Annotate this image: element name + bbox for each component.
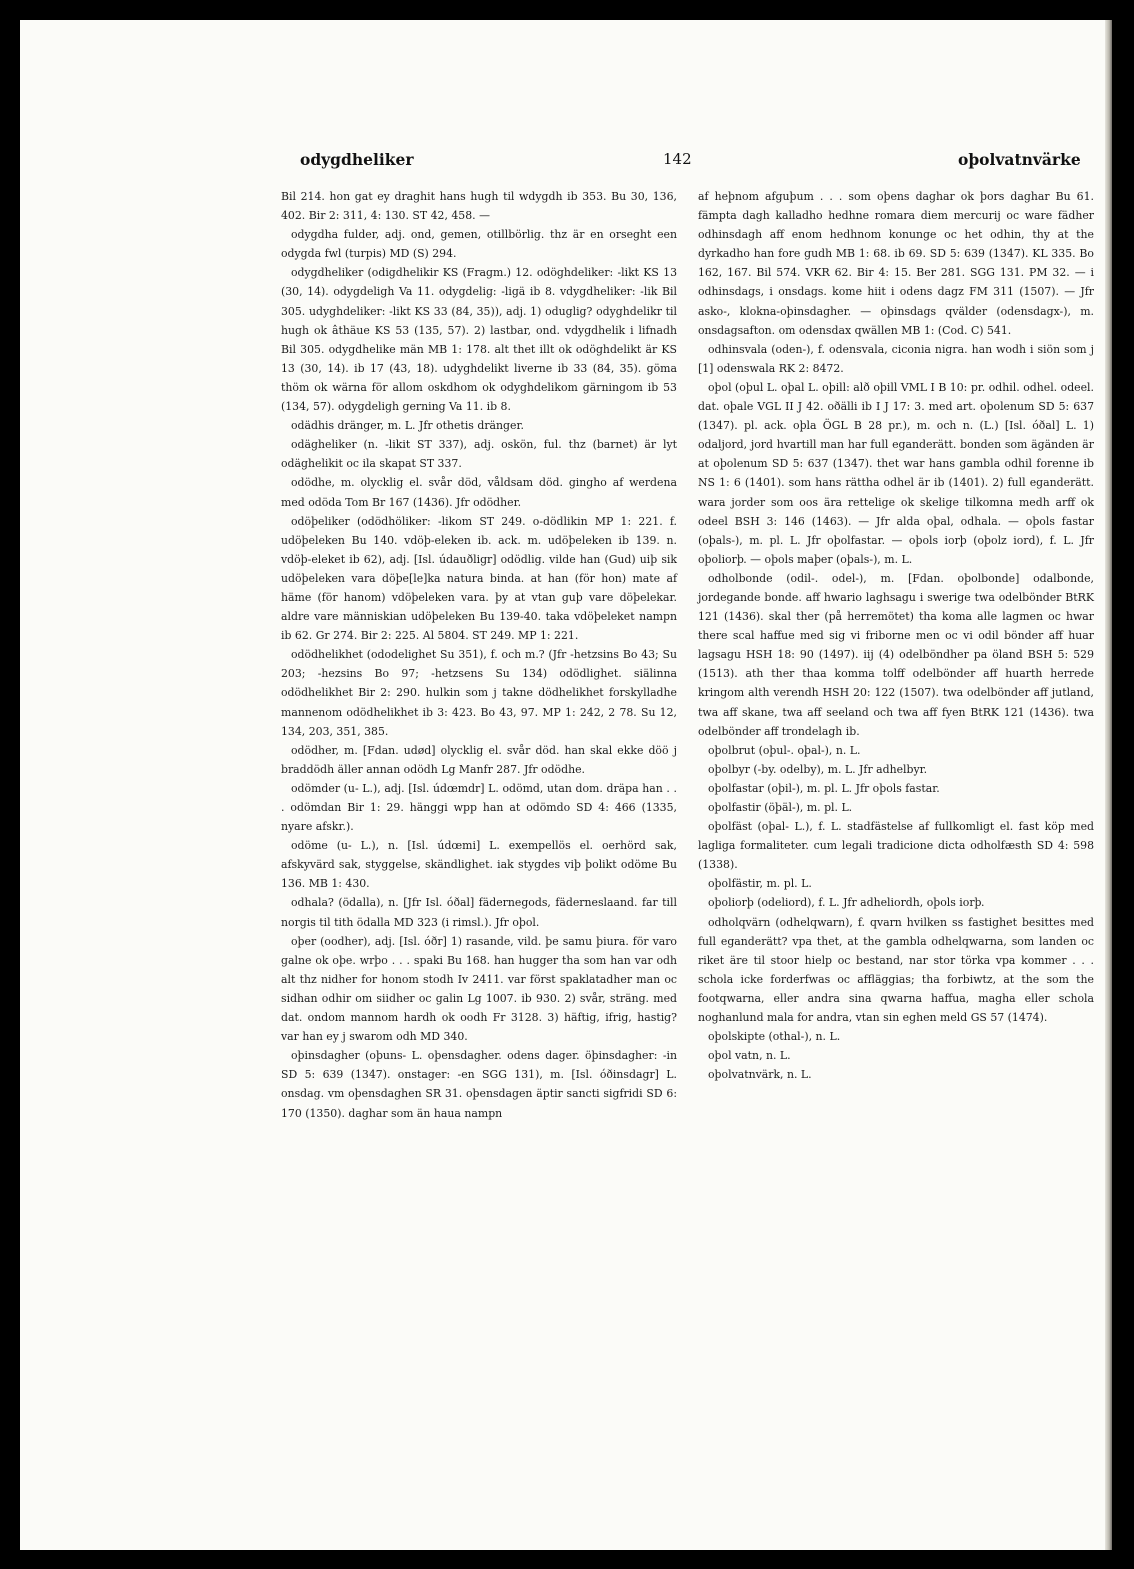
entry-paragraph: oþolfästir, m. pl. L. xyxy=(708,877,812,891)
entry-paragraph: oþolfastar (oþil-), m. pl. L. Jfr oþols fastar. xyxy=(708,781,940,795)
entry-paragraph: odägheliker (n. -likit ST 337), adj. oskön, ful. thz (barnet) är lyt odäghelikit oc ila skapat ST 337. xyxy=(281,438,677,471)
book-spine-edge xyxy=(1105,20,1112,1550)
entry-paragraph: oþolskipte (othal-), n. L. xyxy=(708,1030,841,1044)
entry-paragraph: odöme (u- L.), n. [Isl. údœmi] L. exempellös el. oerhörd sak, afskyvärd sak, styggelse, skändlighet. iak stygdes viþ þolikt odöme Bu 136. MB 1: 430. xyxy=(281,839,677,891)
entry-paragraph: oþolvatnvärk, n. L. xyxy=(708,1068,812,1082)
entry-paragraph: odödhe, m. olycklig el. svår död, våldsam död. gingho af werdena med odöda Tom Br 167 (1436). Jfr odödher. xyxy=(281,476,677,509)
entry-paragraph: oþolbrut (oþul-. oþal-), n. L. xyxy=(708,743,861,757)
entry-paragraph: odödhelikhet (ododelighet Su 351), f. och m.? (Jfr -hetzsins Bo 43; Su 203; -hezsins Bo 97; -hetzsens Su 134) odödlighet. siälinna odödhelikhet Bir 2: 290. hulkin som j takne dödhelikhet forskylladhe mannenom odödhelikhet ib 3: 423. Bo 43, 97. MP 1: 242, 2 78. Su 12, 134, 203, 351, 385. xyxy=(281,648,677,738)
entry-paragraph: oþolfäst (oþal- L.), f. L. stadfästelse af fullkomligt el. fast köp med lagliga formaliteter. cum legali tradicione dicta odholfæsth SD 4: 598 (1338). xyxy=(698,820,1094,872)
entry-paragraph: odhinsvala (oden-), f. odensvala, ciconia nigra. han wodh i siön som j [1] odenswala RK 2: 8472. xyxy=(698,342,1094,375)
entry-paragraph: odholqvärn (odhelqwarn), f. qvarn hvilken ss fastighet besittes med full eganderätt? vpa thet, at the gambla odhelqwarna, som landen oc riket äre til stoor hielp oc bestand, nar stor törka vpa kommer . . . schola icke forderfwas oc affläggias; tha forbiwtz, at the som the footqwarna, eller andra sina qwarna haffua, magha eller schola noghanlund mala for andra, vtan sin eghen meld GS 57 (1474). xyxy=(698,915,1094,1025)
left-column xyxy=(281,187,677,1123)
right-column xyxy=(698,187,1094,1084)
entry-paragraph: odygdha fulder, adj. ond, gemen, otillbörlig. thz är en orseght een odygda fwl (turpis) MD (S) 294. xyxy=(281,228,677,261)
left-running-head: odygdheliker xyxy=(300,150,414,169)
entry-paragraph: oþolbyr (-by. odelby), m. L. Jfr adhelbyr. xyxy=(708,762,928,776)
entry-paragraph: odädhis dränger, m. L. Jfr othetis dränger. xyxy=(291,419,524,433)
entry-paragraph: odöþeliker (odödhöliker: -likom ST 249. o-dödlikin MP 1: 221. f. udöþeleken Bu 140. vdöþ-eleken ib. ack. m. udöþeleken ib 139. n. vdöþ-eleket ib 62), adj. [Isl. údauðligr] odödlig. vilde han (Gud) uiþ sik udöþeleken vara döþe[le]ka natura binda. at han (för hon) mate af häme (för hanom) vdöþeleken vara. þy at vtan guþ vare döþelekar. aldre vare människian udöþeleken Bu 139-40. taka vdöþeleket nampn ib 62. Gr 274. Bir 2: 225. Al 5804. ST 249. MP 1: 221. xyxy=(281,514,677,643)
entry-paragraph: odömder (u- L.), adj. [Isl. údœmdr] L. odömd, utan dom. dräpa han . . . odömdan Bir 1: 29. hänggi wpp han at odömdo SD 4: 466 (1335, nyare afskr.). xyxy=(281,781,677,834)
entry-paragraph: odygdheliker (odigdhelikir KS (Fragm.) 12. odöghdeliker: -likt KS 13 (30, 14). odygdeligh Va 11. odygdelig: -ligä ib 8. vdygdheliker: -lik Bil 305. udyghdeliker: -likt KS 33 (84, 35)), adj. 1) oduglig? odyghdelikr til hugh ok âthäue KS 53 (135, 57). 2) lastbar, ond. vdygdhelik i lifnadh Bil 305. odygdhelike män MB 1: 178. alt thet illt ok odöghdelikt är KS 13 (30, 14). ib 17 (43, 18). udyghdelikt liverne ib 33 (84, 35). göma thöm ok wärna för allom oskdhom ok odyghdelikom gärningom ib 53 (134, 57). odygdeligh gerning Va 11. ib 8. xyxy=(281,266,677,414)
entry-paragraph: odholbonde (odil-. odel-), m. [Fdan. oþolbonde] odalbonde, jordegande bonde. aff hwario laghsagu i swerige twa odelbönder BtRK 121 (1436). skal ther (på herremötet) tha koma alle lagmen oc hwar there scal haffue med sig vi friborne men oc vi odil bönder aff huar lagsagu HSH 18: 90 (1497). iij (4) odelböndher pa öland BSH 5: 529 (1513). ath ther thaa komma tolff odelbönder aff huarth herrede kringom alth verendh HSH 20: 122 (1507). twa odelbönder aff jutland, twa aff skane, twa aff seeland och twa aff fyen BtRK 121 (1436). twa odelbönder aff trondelagh ib. xyxy=(698,571,1094,738)
entry-paragraph: oþer (oodher), adj. [Isl. óðr] 1) rasande, vild. þe samu þiura. för varo galne ok oþe. wrþo . . . spaki Bu 168. han hugger tha som han var odh alt thz nidher for honom stodh Iv 2411. var först spaklatadher man oc sidhan odhir om siidher oc galin Lg 1007. ib 930. 2) svår, sträng. med dat. ondom mannom hardh ok oodh Fr 3128. 3) häftig, ifrig, hastig? var han ey j swarom odh MD 340. xyxy=(281,934,677,1044)
entry-paragraph: Bil 214. hon gat ey draghit hans hugh til wdygdh ib 353. Bu 30, 136, 402. Bir 2: 311, 4: 130. ST 42, 458. — xyxy=(281,190,677,223)
entry-paragraph: oþolfastir (öþäl-), m. pl. L. xyxy=(708,801,853,814)
entry-paragraph: af heþnom afguþum . . . som oþens daghar ok þors daghar Bu 61. fämpta dagh kalladho hedhne romara diem mercurij oc ware fädher odhinsdagh aff enom hedhnom konunge oc het odhin, thy at the dyrkadho han fore gudh MB 1: 68. ib 69. SD 5: 639 (1347). KL 335. Bo 162, 167. Bil 574. VKR 62. Bir 4: 15. Ber 281. SGG 131. PM 32. — i odhinsdags, i onsdags. kome hiit i odens dagz FM 311 (1507). — Jfr asko-, klokna-oþinsdagher. — oþinsdags qvälder (odensdagx-), m. onsdagsafton. om odensdax qwällen MB 1: (Cod. C) 541. xyxy=(698,190,1094,337)
entry-paragraph: odhala? (ödalla), n. [Jfr Isl. óðal] fädernegods, fäderneslaand. far till norgis til tith ödalla MD 323 (i rimsl.). Jfr oþol. xyxy=(281,896,677,929)
entry-paragraph: odödher, m. [Fdan. udød] olycklig el. svår död. han skal ekke döö j braddödh äller annan odödh Lg Manfr 287. Jfr odödhe. xyxy=(281,743,677,776)
entry-paragraph: oþol vatn, n. L. xyxy=(708,1049,791,1063)
entry-paragraph: oþoliorþ (odeliord), f. L. Jfr adheliordh, oþols iorþ. xyxy=(708,896,985,910)
entry-paragraph: oþinsdagher (oþuns- L. oþensdagher. odens dager. öþinsdagher: -in SD 5: 639 (1347). onstager: -en SGG 131), m. [Isl. óðinsdagr] L. onsdag. vm oþensdaghen SR 31. oþensdagen äptir sancti sigfridi SD 6: 170 (1350). daghar som än haua nampn xyxy=(281,1049,677,1120)
entry-paragraph: oþol (oþul L. oþal L. oþill: alð oþill VML I B 10: pr. odhil. odhel. odeel. dat. oþale VGL II J 42. oðälli ib I J 17: 3. med art. oþolenum SD 5: 637 (1347). pl. ack. oþla ÖGL B 28 pr.), m. och n. (L.) [Isl. óðal] L. 1) odaljord, jord hvartill man har full eganderätt. bonden som ägänden är at oþolenum SD 5: 637 (1347). thet war hans gambla odhil forenne ib NS 1: 6 (1401). som hans rättha odhel är ib (1401). 2) full eganderätt. wara jorder som oos ära rettelige ok skelige tilkomna medh arff ok odeel BSH 3: 146 (1463). — Jfr alda oþal, odhala. — oþols fastar (oþals-), m. pl. L. Jfr oþolfastar. — oþols iorþ (oþolz iord), f. L. Jfr oþoliorþ. — oþols maþer (oþals-), m. L. xyxy=(698,380,1094,566)
dictionary-page xyxy=(20,20,1112,1550)
page-number: 142 xyxy=(663,150,692,168)
right-running-head: oþolvatnvärke xyxy=(958,150,1081,169)
